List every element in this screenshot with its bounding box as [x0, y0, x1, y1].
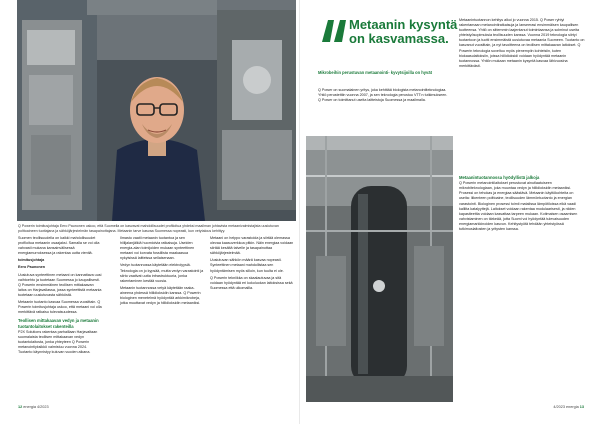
paragraph: Vedyn tuotannossa käytetään elektrolyysiä. Teknologia on jo kypsää, mutta vedyn varastointi ja siirto vaativat uutta infrastruktuuria, jonka rakentaminen kestää vuosia. — [120, 263, 204, 283]
portrait-illustration — [17, 0, 296, 221]
right-folio — [553, 405, 584, 409]
paragraph: Metaanin tuotannossa vetyä käytetään raaka-aineena yhdessä hiilidioksidin kanssa. Q Powerin biologinen menetelmä hyödyntää arkkimikrobeja, jotka muuttavat vedyn ja hiilidioksidin metaaniksi. — [120, 285, 201, 306]
paragraph: Ilmasto vaatii metaanin tuotantoa ja sen hiilijalanjälkiä huomioivia ratkaisuja. Useiden energia-alan toimijoiden mukaan synteettinen metaani voi korvata fossiilista maakaasua nykyisissä laitteissa sellaisenaan. — [120, 236, 195, 261]
right-column-2 — [459, 172, 585, 234]
page-number: 13 — [579, 405, 584, 409]
publication-name: energia 4/2023 — [23, 405, 49, 409]
tank-photo — [306, 136, 453, 402]
left-folio — [18, 405, 49, 409]
paragraph: Q Powerin metanointilaitokset perustuvat ainutlaatuiseen mikrobiteknologiaan, joka muuntaa vedyn ja hiilidioksidin metaaniksi. Prosessi on tehokas ja energiaa säästävä. Metaanin käyttökohteita on useita: liikenteen polttoaine, teollisuuden lämmöntuotanto ja energian varastointi. Biologinen prosessi toimii matalissa lämpötiloissa eikä vaadi kalliita katalyyttejä. Laitokset voidaan rakentaa modulaarisesti, ja niiden kapasiteettia voidaan kasvattaa tarpeen mukaan. Kotimaisen osaamisen vahvistaminen on tärkeää, jotta Suomi voi hyödyntää tulevaisuuden energiamarkkinoiden kasvun. Kehitystyötä tehdään yhteistyössä tutkimuslaitosten ja yritysten kanssa. — [459, 181, 578, 232]
paragraph: Metaanintuotannon kehitys alkoi jo vuonna 2015. Q Power ryhtyi rakentamaan metanointiratkaisuja ja lanseerasi ensimmäisen kaupallisen tuotteensa. Yhtiö on sittemmin laajentanut toimintaansa ja solminut useita yhteistyösopimuksia teollisuuden kanssa. Vuonna 2019 teknologia siirtyi tuotantoon ja tuotti ensimmäistä uusiutuvaa metaania Suomeen. Tuotanto on kasvanut vuosittain, ja nyt tavoitteena on teollisen mittakaavan laitokset. Q Powerin teknologia soveltuu myös pienempiin kohteisiin, kuten biokaasulaitoksiin, joissa hiilidioksidi voidaan hyödyntää metaanin tuotannossa. Yhtiön mukaan metaanin kysyntä kasvaa lähivuosina merkittävästi. — [459, 18, 585, 68]
author-role: toimitusjohtaja — [18, 258, 45, 263]
paragraph: Metaanin tuotanto kasvaa Suomessa vuosittain. Q Powerin toimitusjohtaja uskoo, että metaani voi olla merkittävä ratkaisu tulevaisuudessa. — [18, 300, 102, 315]
section-heading: Teollisen mittakaavan vedyn ja metaanin tuotantolaitokset rakenteilla — [18, 318, 99, 329]
headline: Metaanin kysyntä on kasvamassa. — [349, 17, 458, 46]
left-column-3 — [210, 236, 294, 293]
paragraph: P2X Solutions rakentaa parhaillaan Harjavaltaan suomalaista teollisen mittakaavan vedyn tuotantolaitosta, jonka yhteyteen Q Powerin metanointiyksikkö valmistuu vuonna 2024. Tuotanto käynnistyy kuluvan vuoden aikana. — [18, 329, 98, 355]
left-column-2 — [120, 236, 204, 308]
left-column-1 — [18, 236, 102, 357]
photo-caption: Q Powerin toimitusjohtaja Eero Paunonen uskoo, että Suomella on kasvavat mahdollisuudet profiloitua yhdeksi maailman johtavista metaanivalmistajista uusiutuvan polttoaineen tuottajana ja sähköjärjestelmän tasapainottajana. Metaanin tarve kasvaa Suomessa nopeasti, kun vetytalous kehittyy. — [18, 224, 279, 233]
portrait-photo — [17, 0, 296, 221]
pull-quote: Suomen teollisuudella on kaikki mahdollisuudet profiloitua metaanin osaajaksi. Samalla se voi olla vahvasti mukana kansainvälisessä energiamurroksessa ja rakentaa uutta vientiä. — [18, 236, 100, 256]
tank-illustration — [306, 136, 453, 402]
quote-mark-icon — [318, 18, 348, 44]
intro-paragraph: Q Power on suomalainen yritys, joka kehittää biologista metanointiteknologiaa. Yhtiö perustettiin vuonna 2007, ja sen teknologia perustuu VTT:n tutkimukseen. Q Power on toimittanut useita laitteistoja Suomessa ja maailmalla. — [318, 88, 448, 103]
page-number: 12 — [18, 405, 23, 409]
author-name: Eero Paunonen — [18, 265, 46, 270]
paragraph: Uusiutuvan sähkön määrä kasvaa nopeasti. Synteettinen metaani mahdollistaa sen hyödyntämisen myös silloin, kun tuulta ei ole. — [210, 258, 284, 273]
paragraph: Q Powerin tekniikka on skaalautuvaa ja sitä voidaan hyödyntää eri kokoluokan laitoksissa sekä Suomessa että ulkomailla. — [210, 275, 293, 290]
right-column-1 — [459, 18, 585, 71]
deck-text: Mikrobeihin perustuvan metaanointi- kyvytsijoilla on hyvät — [318, 70, 432, 75]
intro-text — [318, 88, 450, 103]
publication-name: 4/2023 energia — [553, 405, 579, 409]
section-heading: Metaanintuotannossa hyödyllistä jalkoja — [459, 175, 540, 180]
paragraph: Uusiutuva synteettinen metaani on kannattava uusi vaihtoehto ja tuotetaan Suomessa jo kaupallisesti. Q Powerin ensimmäinen teollisen mittakaavan laitos on Harjavallassa, jossa synteettistä metaania tuotetaan uusiutuvasta sähköstä. — [18, 272, 102, 297]
deck — [318, 70, 450, 75]
paragraph: Metaani on helppo varastoida ja siirtää olemassa olevaa kaasuverkkoa pitkin. Näin energiaa voidaan siirtää kesältä talvelle ja tasapainottaa sähköjärjestelmää. — [210, 236, 294, 256]
